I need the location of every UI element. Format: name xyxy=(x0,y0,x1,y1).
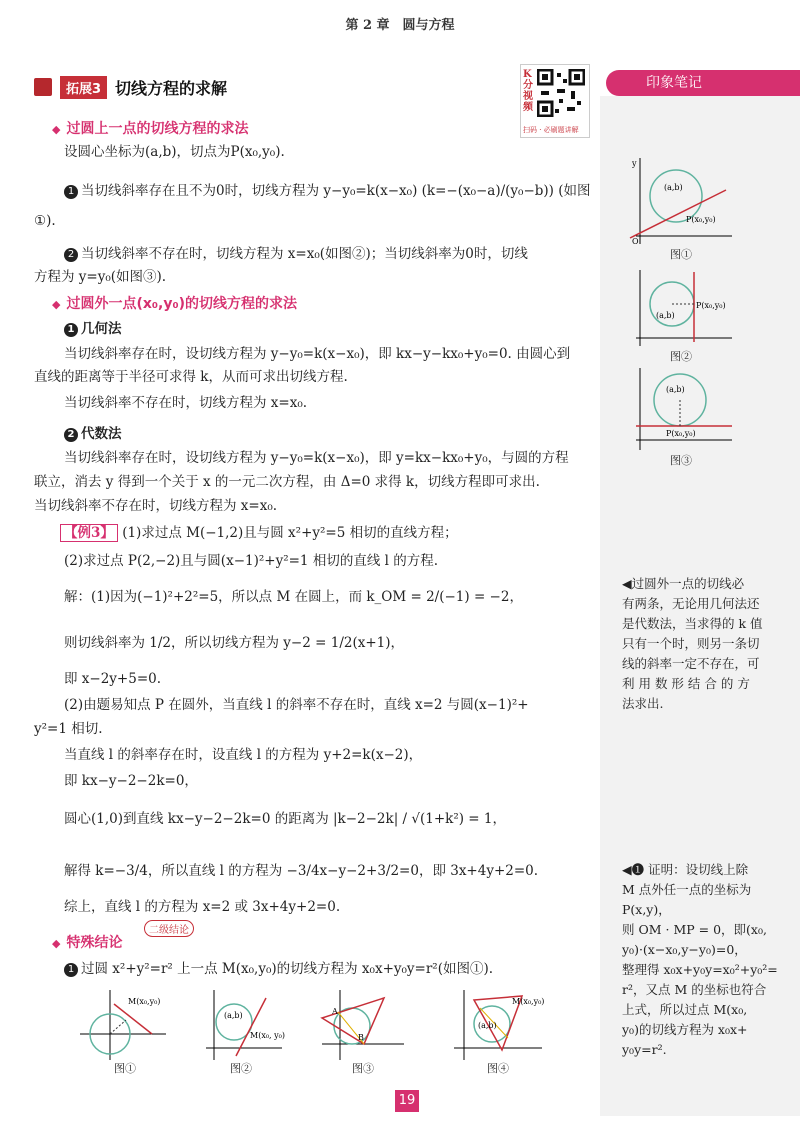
num1-icon: 1 xyxy=(64,963,78,977)
bottom-fig-2-cap: 图② xyxy=(230,1062,252,1075)
fig4-m-label: M(x₀,y₀) xyxy=(512,997,545,1006)
section3-heading: ◆ 特殊结论 xyxy=(52,932,122,952)
side2-center-label: (a,b) xyxy=(656,311,675,320)
method2-title: 2 代数法 xyxy=(64,423,122,445)
qr-caption: 扫码 · 必刷题讲解 xyxy=(523,126,579,134)
circle-tangent-diagram xyxy=(196,988,286,1060)
example-q2: (2)求过点 P(2,−2)且与圆(x−1)²+y²=1 相切的直线 l 的方程. xyxy=(64,553,439,569)
circle-tangent-diagram xyxy=(318,988,408,1060)
s1-p0: 设圆心坐标为(a,b)，切点为P(x₀,y₀). xyxy=(64,144,285,160)
side3-center-label: (a,b) xyxy=(666,385,685,394)
ans-5: y²=1 相切. xyxy=(34,721,103,737)
notes-title: 印象笔记 xyxy=(606,70,800,96)
example-label: 【例3】 xyxy=(60,524,118,542)
ans-1: 解：(1)因为(−1)²+2²=5，所以点 M 在圆上，而 k_OM = 2/(−1) = −2， xyxy=(64,589,523,605)
side-fig-1 xyxy=(626,156,736,262)
title-text: 切线方程的求解 xyxy=(115,78,228,98)
section2-heading: ◆ 过圆外一点(x₀,y₀)的切线方程的求法 xyxy=(52,293,297,313)
side-note-1: ◀过圆外一点的切线必 有两条，无论用几何法还 是代数法，当求得的 k 值 只有一个时，则另一条切 线的斜率一定不存在，可 利 用 数 形 结 合 的 方 法求出. xyxy=(622,576,763,711)
s1-p1: 1 当切线斜率存在且不为0时，切线方程为 y−y₀=k(x−x₀) (k=−(x₀−a)/(y₀−b)) (如图 xyxy=(64,180,604,202)
bottom-fig-1-cap: 图① xyxy=(114,1062,136,1075)
num1-icon: 1 xyxy=(64,323,78,337)
side1-center-label: (a,b) xyxy=(664,183,683,192)
circle-tangent-diagram xyxy=(626,268,736,348)
s1-p2b: 方程为 y=y₀(如图③). xyxy=(34,269,167,285)
side-note-2: ◀❶ 证明：设切线上除 M 点外任一点的坐标为 P(x,y)， 则 OM · MP = 0，即(x₀, y₀)·(x−x₀,y−y₀)=0， 整理得 x₀x+y₀y=x₀²+y₀²= r²，又点 M 的坐标也符合 上式，所以过点 M(x₀, y₀)的切线方程为 x₀x+ y₀y=r². xyxy=(622,862,778,1057)
fig1-m-label: M(x₀,y₀) xyxy=(128,997,161,1006)
ans-4: (2)由题易知点 P 在圆外，当直线 l 的斜率不存在时，直线 x=2 与圆(x−1)²+ xyxy=(64,697,529,713)
m1-p1: 当切线斜率存在时，设切线方程为 y−y₀=k(x−x₀)，即 kx−y−kx₀+y₀=0. 由圆心到 xyxy=(64,346,571,362)
m2-p3: 当切线斜率不存在时，切线方程为 x=x₀. xyxy=(34,498,278,514)
fig3-a-label: A xyxy=(332,1007,338,1016)
side3-p-label: P(x₀,y₀) xyxy=(666,429,696,438)
badge-level2: 二级结论 xyxy=(144,920,194,937)
m2-p1: 当切线斜率存在时，设切线方程为 y−y₀=k(x−x₀)，即 y=kx−kx₀+y₀，与圆的方程 xyxy=(64,450,569,466)
qr-code[interactable] xyxy=(520,64,590,138)
side1-p-label: P(x₀,y₀) xyxy=(686,215,716,224)
book-icon xyxy=(34,78,52,96)
fig2-ab-label: (a,b) xyxy=(224,1011,243,1020)
s1-p2: 2 当切线斜率不存在时，切线方程为 x=x₀(如图②)；当切线斜率为0时，切线 xyxy=(64,243,604,265)
ans-2: 则切线斜率为 1/2，所以切线方程为 y−2 = 1/2(x+1)， xyxy=(64,635,405,651)
section1-heading: ◆ 过圆上一点的切线方程的求法 xyxy=(52,118,248,138)
bottom-fig-2 xyxy=(196,988,286,1076)
num2-icon: 2 xyxy=(64,428,78,442)
m1-p2: 直线的距离等于半径可求得 k，从而可求出切线方程. xyxy=(34,369,348,385)
fig4-ab-label: (a,b) xyxy=(478,1021,497,1030)
side1-o-label: O xyxy=(632,237,639,246)
num1-icon: 1 xyxy=(64,185,78,199)
bottom-fig-1 xyxy=(80,988,170,1076)
ans-10: 综上，直线 l 的方程为 x=2 或 3x+4y+2=0. xyxy=(64,899,341,915)
s3-p1: 1 过圆 x²+y²=r² 上一点 M(x₀,y₀)的切线方程为 x₀x+y₀y=r²(如图①). xyxy=(64,958,604,980)
ans-7: 即 kx−y−2−2k=0， xyxy=(64,773,198,789)
qr-pattern-icon xyxy=(537,69,585,117)
fig3-b-label: B xyxy=(358,1033,364,1042)
circle-tangent-diagram xyxy=(626,366,736,452)
fig2-m-label: M(x₀, y₀) xyxy=(250,1031,285,1040)
side2-p-label: P(x₀,y₀) xyxy=(696,301,726,310)
side-fig-2-cap: 图② xyxy=(670,350,692,363)
method1-title: 1 几何法 xyxy=(64,318,122,340)
bottom-fig-4-cap: 图④ xyxy=(487,1062,509,1075)
bottom-fig-3-cap: 图③ xyxy=(352,1062,374,1075)
bottom-fig-4 xyxy=(450,988,546,1076)
side-fig-3 xyxy=(626,366,736,468)
qr-label: K分视频 xyxy=(523,69,533,113)
m1-p3: 当切线斜率不存在时，切线方程为 x=x₀. xyxy=(64,395,308,411)
page-number: 19 xyxy=(395,1090,419,1112)
circle-tangent-diagram xyxy=(80,988,170,1060)
circle-tangent-diagram xyxy=(450,988,546,1060)
side-fig-2 xyxy=(626,268,736,364)
section-title xyxy=(34,75,227,99)
circle-tangent-diagram xyxy=(626,156,736,246)
ans-8: 圆心(1,0)到直线 kx−y−2−2k=0 的距离为 |k−2−2k| / √(1+k²) = 1， xyxy=(64,811,506,827)
num2-icon: 2 xyxy=(64,248,78,262)
bottom-fig-3 xyxy=(318,988,408,1076)
title-tag: 拓展3 xyxy=(60,76,107,99)
side-fig-3-cap: 图③ xyxy=(670,454,692,467)
s1-p1b: ①). xyxy=(34,213,56,229)
ans-9: 解得 k=−3/4，所以直线 l 的方程为 −3/4x−y−2+3/2=0，即 3x+4y+2=0. xyxy=(64,863,539,879)
page-header: 第 2 章 圆与方程 xyxy=(345,18,455,33)
example-q1: 【例3】 (1)求过点 M(−1,2)且与圆 x²+y²=5 相切的直线方程； xyxy=(60,522,600,544)
side-fig-1-cap: 图① xyxy=(670,248,692,261)
ans-6: 当直线 l 的斜率存在时，设直线 l 的方程为 y+2=k(x−2)， xyxy=(64,747,423,763)
side1-y-label: y xyxy=(632,159,637,168)
ans-3: 即 x−2y+5=0. xyxy=(64,671,162,687)
m2-p2: 联立，消去 y 得到一个关于 x 的一元二次方程，由 Δ=0 求得 k，切线方程即可求出. xyxy=(34,474,540,490)
